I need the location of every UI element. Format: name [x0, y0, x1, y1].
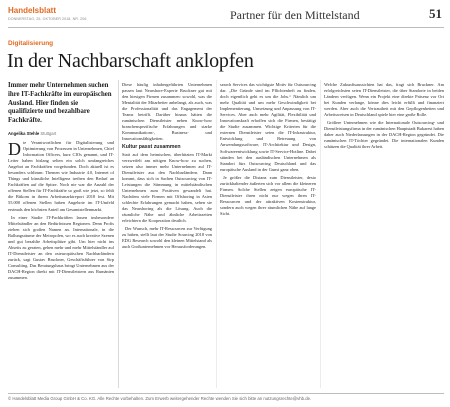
publication-logo: Handelsblatt	[8, 6, 57, 15]
paragraph: Diese häufig inhabergeführten Unternehmen passen laut Nearshore-Experte Bruckner gut mit den hiesigen Firmen zusammen: sowohl, was die Mentalität der Mitarbeiter anbelangt, als auch, was die Professionalität und das Engagement der Teams betrifft. Darüber hinaus hätten die rumänischen Dienstleister neben Know-how branchenspezifische Erfahrungen und starke Kommunikations-, Business- und Innovationsfähigkeiten.	[122, 82, 212, 142]
article-headline: In der Nachbarschaft anklopfen	[7, 50, 254, 72]
paragraph: Der Wunsch, mehr IT-Ressourcen zur Verfügung zu haben, stellt laut der Studie Sourcing 2018 von EDG Research sowohl den kleinen Mittelstand als auch Großunternehmen vor Herausforderungen.	[122, 226, 212, 250]
subheading: Kultur passt zusammen	[122, 144, 181, 151]
column-divider	[216, 80, 217, 388]
paragraph: Welche Zukunftsaussichten hat das, fragt sich Bruckner. Am erfolgreichsten seien IT-Dienstleister, die über Standorte in beiden Ländern verfügen. Wenn ein Projekt eine direkte Präsenz vor Ort bei Kunden verlange, könne dies leicht erfüllt und finanziert werden. Aber auch die Vertrautheit mit den Gepflogenheiten und Arbeitsweisen in Deutschland spiele hier eine große Rolle.	[324, 82, 444, 118]
paragraph-text: ie Verantwortlichen für Digitalisierung und Optimierung von Prozessen in Unternehmen, Chief Information Officers, kurz CIOs genannt, und IT-Leiter haben bislang selten ein solch umfangreiches Angebot an Fachkräften vorgefunden. Doch aktuell ist es besonders schlimm: Themen wie Industrie 4.0, Internet of Things und künstliche Intelligenz treiben den Bedarf an Fachkräften auf die Spitze. Noch nie war die Anzahl der offenen Stellen für IT-Fachkräfte so groß wie jetzt, so fehlt die Bitkom in ihrem Arbeitsmarktreport 2018 fest. Mit 55.000 offenen Stellen haben Angebote im IT-Umfeld erstmals den höchsten Anteil am Gesamtstellenmarkt.	[8, 140, 114, 212]
article-lead: Immer mehr Unternehmen suchen ihre IT-Fachkräfte im europäischen Ausland. Hier finden sie qualifizierte und bezahlbare Fachkräfte.	[8, 82, 112, 125]
paragraph: search Services das wichtigste Motiv für Outsourcing dar. „Die Gründe sind im Pflichtenheft zu finden, doch eigentlich geht es um die Jobs.“ Nämlich um mehr Qualität und um mehr Geschwindigkeit bei Implementierung, Umsetzung und Anpassung von IT-Services. Aber auch mehr Agilität, Flexibilität und Innovationskraft erhoffen sich die Firmen, bestätigt die Studie zusammen. Wichtige Kriterien für die externen Dienstleister seien die IT-Infrastruktur, Entwicklung und Betreuung von Anwendungssoftware, IT-Architektur und Design, Softwareentwicklung sowie IT-Service-Hotline. Dabei stünden bei den ausländischen Unternehmen als Standort fürs Outsourcing Deutschland und das europäische Ausland in der Gunst ganz oben.	[220, 82, 316, 172]
drop-cap: D	[8, 140, 21, 159]
paragraph: Statt auf dem heimischen, überhitzten IT-Markt verzweifelt am nötigen Know-how zu suchen, setzen also immer mehr Unternehmen auf IT-Dienstleister aus den Nachbarländern. Dann kommt, dass sich in Sachen Outsourcing von IT-Leistungen die Stimmung in mittelständischen Unternehmen zum Positiven gewandelt hat. Nachdem viele Firmen mit Offshoring in Asien schlechte Erfahrungen gemacht haben, sehen sie das Nearshoring als die Lösung. Auch die räumliche Nähe und ähnliche Arbeitszeiten erleichtern die Kooperation deutlich.	[122, 151, 212, 224]
section-title: Partner für den Mittelstand	[230, 8, 360, 22]
page-header	[8, 6, 444, 28]
column-3	[220, 82, 316, 390]
column-1	[8, 140, 114, 390]
paragraph: In einer Studie IT-Fachkräften lassen insbesondere Mittelständler an den Bedürfnissen Regionen. Denn Profis ziehen sich großen Namen an. Internationale, in die Ballungsräume der Metropolen, wo es auch kreative Szenen und gut bezahlte Arbeitsplätze gibt. Um hier nicht ins Abseits zu geraten, gehen mehr und mehr Mittelständler auf IT-Dienstleister an den osteuropäischen Nachbarländern zurück, sagt Gustav Bruckner, Geschäftsführer von Sirp Consulting. Das Beratungshaus bringt Unternehmen aus der DACH-Region direkt mit IT-Dienstleistern aus Rumänien zusammen.	[8, 214, 114, 281]
author-location: Stuttgart	[40, 131, 57, 136]
paragraph: Je größer die Distanz zum Dienstleister, desto zurückhaltender äußerten sich vor allem die kleineren Firmen. Solche Stellen zeigen europäische IT-Dienstleister ihren nicht nur wegen ihren IT-Ressourcen und der attraktiven Kostenstruktur, sondern auch wegen ihrer räumlichen Nähe auf lange Sicht.	[220, 174, 316, 216]
copyright-footer: © Handelsblatt Media Group GmbH & Co. KG. Alle Rechte vorbehalten. Zum Erwerb weitergehender Rechte wenden Sie sich bitte an nutzungsrechte@vhb.de.	[8, 393, 444, 401]
issue-meta: DONNERSTAG, 25. OKTOBER 2018, NR. 206	[8, 17, 87, 21]
byline	[8, 131, 56, 136]
column-divider	[320, 80, 321, 388]
column-2	[122, 82, 212, 390]
paragraph	[8, 140, 114, 213]
paragraph: Größere Unternehmen wie die Internationale Outsourcing- und Dienstleistungsfirma in der rumänischen Hauptstadt Bukarest haben daher auch Niederlassungen in der DACH-Region gegründet. Die rumänischen IT-Töchter gegründet. Die internationalen Kunden schätzen die Qualität ihrer Arbeit.	[324, 120, 444, 150]
article-kicker: Digitalisierung	[8, 40, 54, 47]
page-number: 51	[429, 6, 442, 21]
column-4	[324, 82, 444, 390]
column-divider	[118, 80, 119, 388]
author-name: Angelika Stehle	[8, 131, 40, 136]
